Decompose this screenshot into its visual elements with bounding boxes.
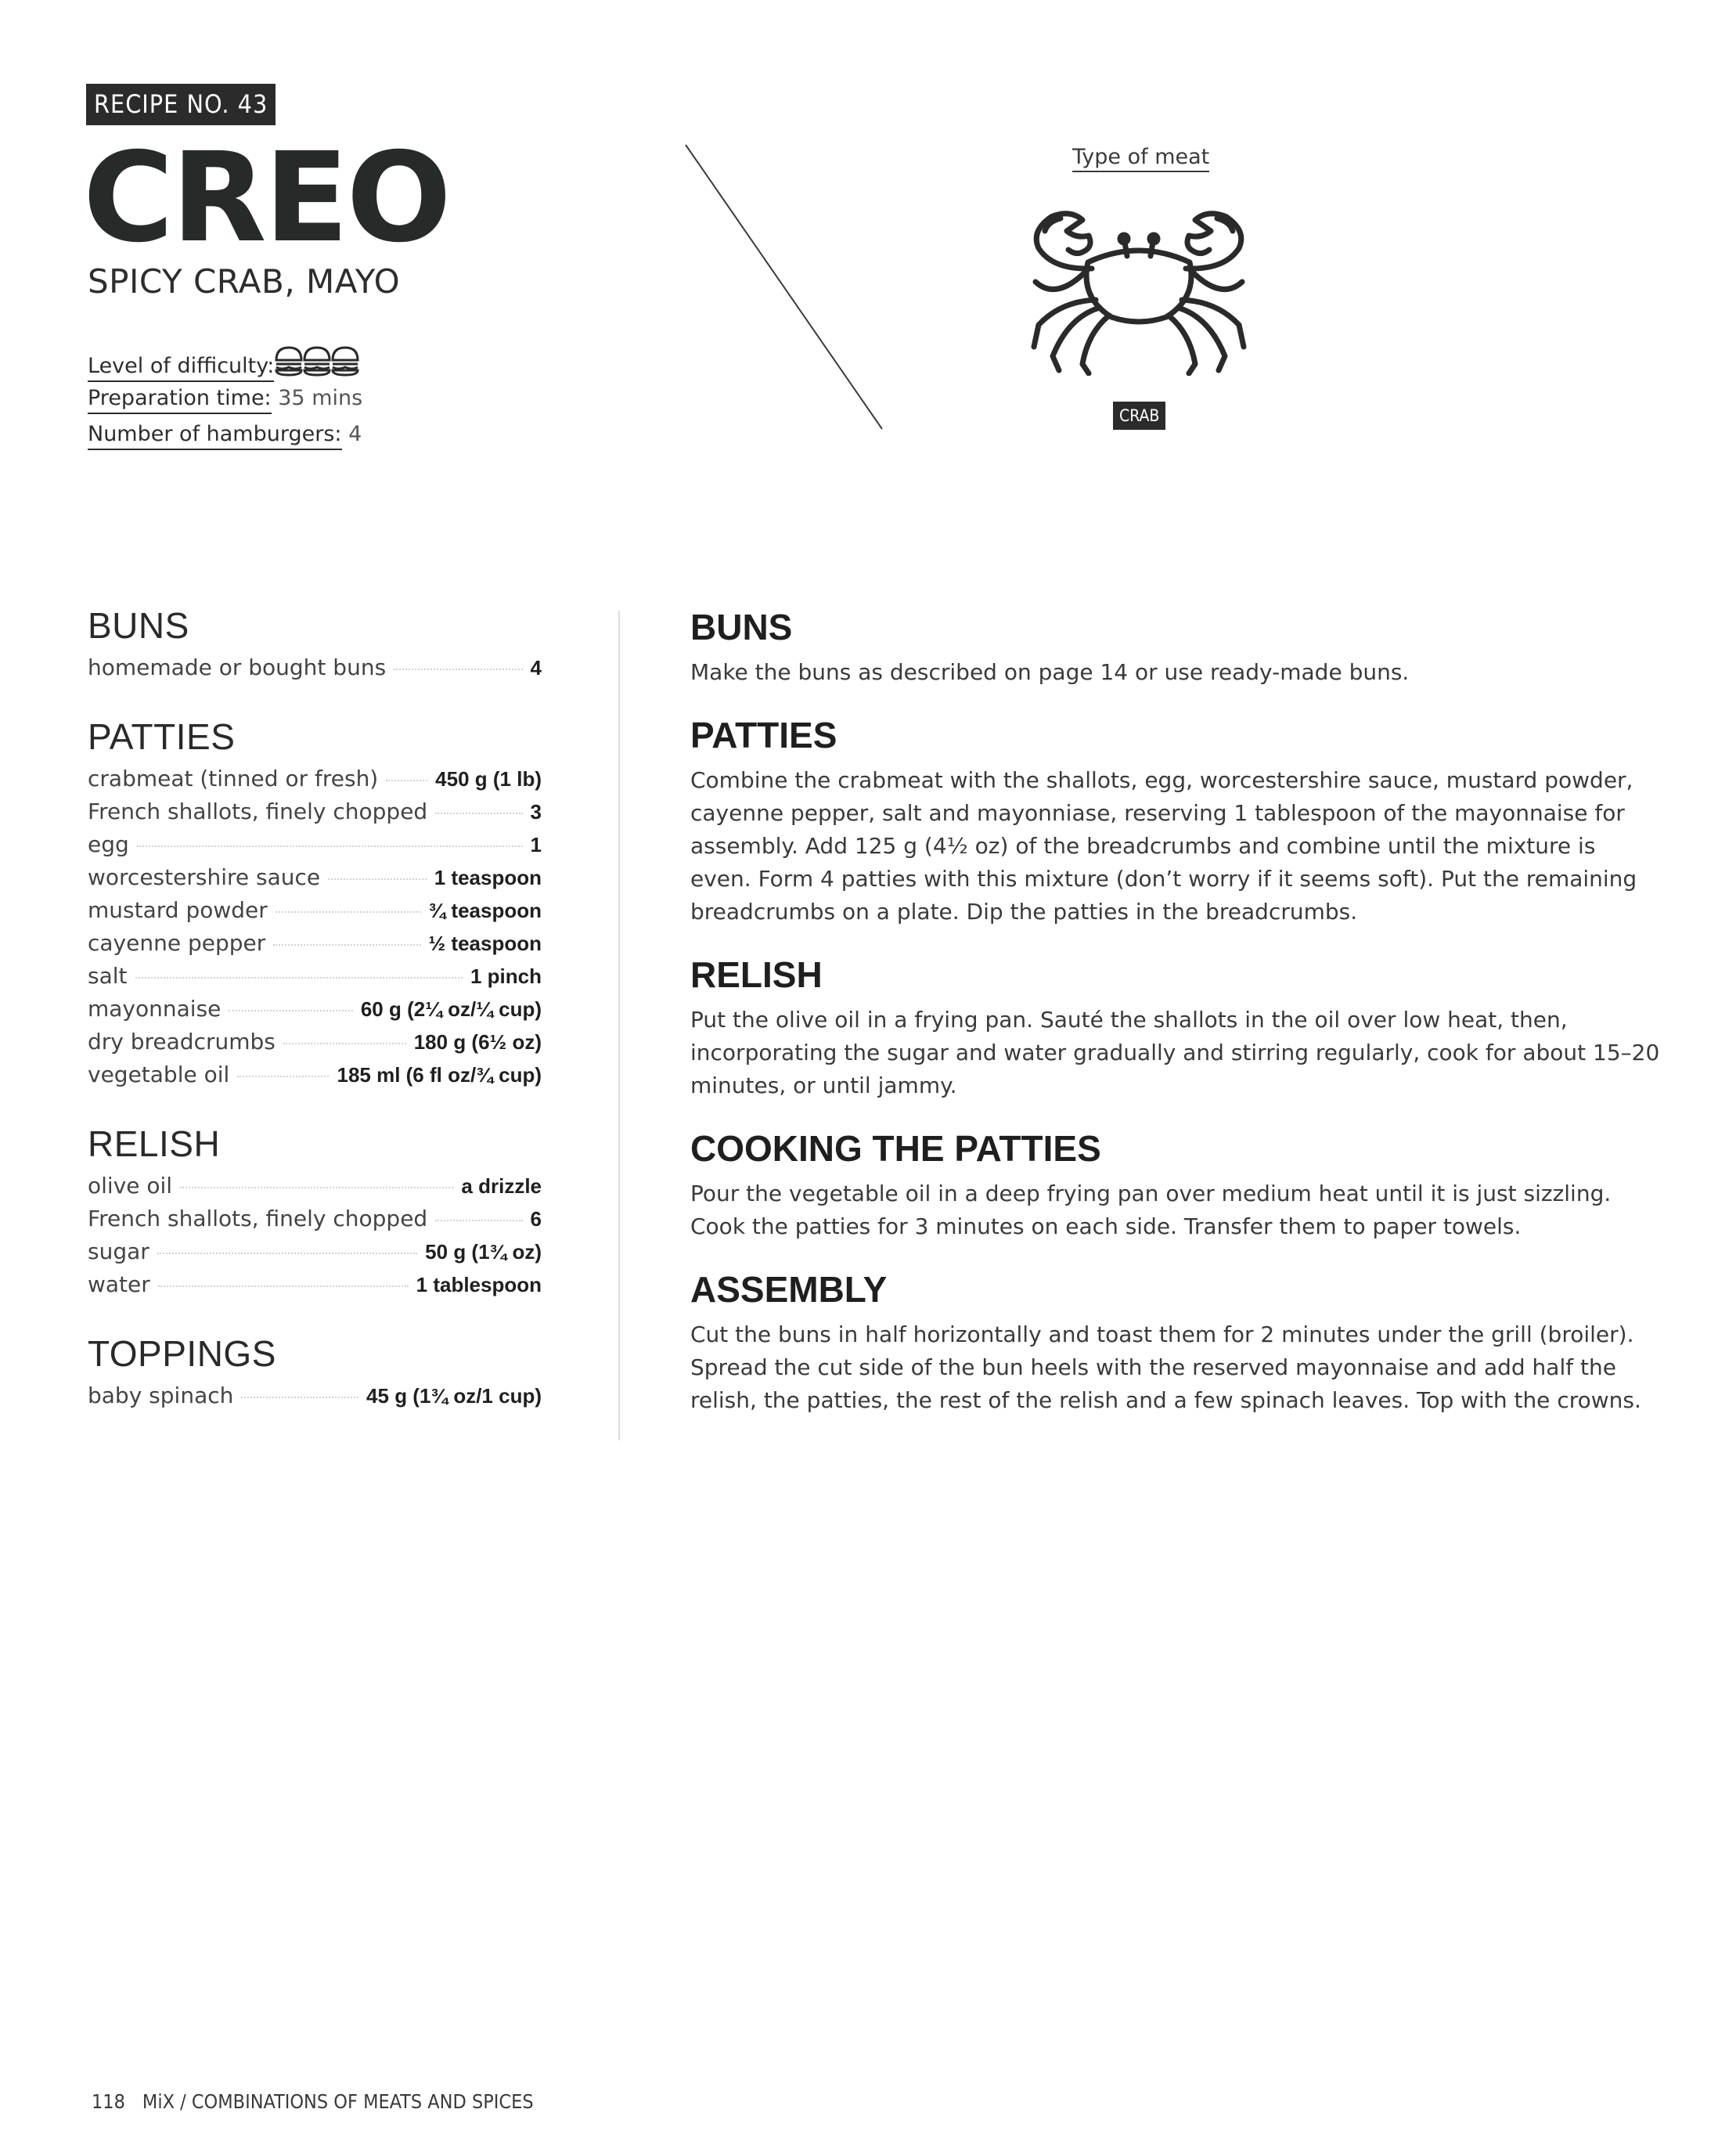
dot-leader (276, 911, 421, 913)
method-step (690, 1267, 1661, 1417)
dot-leader (180, 1187, 453, 1188)
ingredient-quantity: a drizzle (461, 1174, 542, 1198)
ingredient-name: French shallots, finely chopped (88, 799, 428, 824)
method-step-text: Make the buns as described on page 14 or use ready-made buns. (690, 659, 1410, 685)
ingredient-name: crabmeat (tinned or fresh) (88, 766, 379, 791)
ingredient-quantity: 185 ml (6 fl oz/¾ cup) (337, 1063, 542, 1087)
ingredient-row (88, 766, 542, 799)
ingredient-section-heading: TOPPINGS (88, 1333, 276, 1374)
crab-icon (1021, 207, 1256, 380)
method-step (690, 952, 1661, 1102)
page-number: 118 (92, 2090, 125, 2113)
meat-type-badge: CRAB (1113, 402, 1165, 430)
dot-leader (394, 669, 522, 670)
ingredient-row (88, 864, 542, 897)
ingredient-quantity: ½ teaspoon (428, 932, 542, 955)
meat-type-label: Type of meat (1072, 145, 1209, 172)
dot-leader (137, 845, 523, 847)
dot-leader (157, 1253, 417, 1254)
method-step (690, 604, 1661, 689)
recipe-title: CREO (83, 126, 449, 270)
method-step-text: Cut the buns in half horizontally and toast them for 2 minutes under the grill (broiler). Spread the cut side of the bun heels with the reserved mayonnaise and add half the relish, the patties, the rest of the relish and a few spinach leaves. Top with the crowns. (690, 1321, 1641, 1413)
ingredient-name: olive oil (88, 1173, 173, 1199)
prep-time-value: 35 mins (278, 386, 363, 410)
ingredient-name: homemade or bought buns (88, 654, 387, 680)
method-step-heading: BUNS (690, 607, 793, 647)
method-step (690, 712, 1661, 928)
ingredient-quantity: 60 g (2¼ oz/¼ cup) (360, 997, 542, 1021)
ingredient-quantity: 1 (530, 833, 542, 856)
ingredient-section-heading: BUNS (88, 605, 189, 646)
ingredient-row (88, 1029, 542, 1062)
dot-leader (273, 944, 420, 946)
ingredient-quantity: 6 (530, 1207, 542, 1231)
method-column (690, 604, 1661, 1440)
ingredient-row (88, 1271, 542, 1304)
ingredient-row (88, 897, 542, 930)
ingredient-row (88, 1173, 542, 1206)
method-step-heading: COOKING THE PATTIES (690, 1128, 1101, 1169)
burgers-label: Number of hamburgers: (88, 422, 342, 450)
dot-leader (435, 813, 522, 814)
page-footer (92, 2090, 534, 2113)
ingredient-name: vegetable oil (88, 1062, 230, 1087)
ingredient-quantity: 1 teaspoon (434, 866, 542, 889)
prep-time-label: Preparation time: (88, 386, 272, 414)
ingredient-quantity: 3 (530, 800, 542, 824)
ingredient-quantity: ¾ teaspoon (428, 899, 542, 922)
ingredient-section-heading: PATTIES (88, 716, 236, 757)
burgers-value: 4 (348, 422, 362, 446)
ingredient-name: sugar (88, 1238, 149, 1264)
ingredient-row (88, 963, 542, 996)
burger-icon (302, 344, 332, 377)
dot-leader (328, 878, 427, 880)
recipe-number-tag: RECIPE NO. 43 (86, 84, 276, 125)
dot-leader (237, 1076, 329, 1077)
ingredient-row (88, 831, 542, 864)
ingredient-name: worcestershire sauce (88, 864, 321, 890)
ingredient-section (88, 603, 542, 687)
ingredient-row (88, 799, 542, 831)
ingredient-name: baby spinach (88, 1383, 234, 1408)
dot-leader (158, 1285, 409, 1287)
ingredient-quantity: 45 g (1¾ oz/1 cup) (366, 1384, 542, 1408)
ingredient-row (88, 1383, 542, 1415)
ingredient-quantity: 450 g (1 lb) (435, 767, 542, 791)
ingredient-row (88, 996, 542, 1029)
diagonal-divider (681, 141, 884, 438)
ingredient-quantity: 1 tablespoon (416, 1273, 542, 1296)
difficulty-rating (276, 344, 360, 383)
ingredient-row (88, 1062, 542, 1094)
ingredient-row (88, 930, 542, 963)
ingredient-name: egg (88, 831, 129, 857)
column-divider (618, 611, 620, 1440)
ingredient-name: mustard powder (88, 897, 268, 923)
section-title: MiX / COMBINATIONS OF MEATS AND SPICES (142, 2090, 534, 2113)
method-step (690, 1126, 1661, 1243)
burger-icon (330, 344, 360, 377)
ingredient-name: salt (88, 963, 128, 989)
ingredient-quantity: 4 (530, 656, 542, 680)
ingredient-section (88, 1121, 542, 1304)
ingredient-row (88, 1206, 542, 1238)
method-step-text: Put the olive oil in a frying pan. Sauté the shallots in the oil over low heat, then, incorporating the sugar and water gradually and stirring regularly, cook for about 15–20 minutes, or until jammy. (690, 1007, 1660, 1098)
method-step-heading: PATTIES (690, 715, 837, 755)
method-step-text: Combine the crabmeat with the shallots, egg, worcestershire sauce, mustard powder, cayenne pepper, salt and mayonniase, reserving 1 tablespoon of the mayonnaise for assembly. Add 125 g (4½ oz) of the breadcrumbs and combine until the mixture is even. Form 4 patties with this mixture (don’t worry if it seems soft). Put the remaining breadcrumbs on a plate. Dip the patties in the breadcrumbs. (690, 767, 1637, 925)
dot-leader (283, 1043, 406, 1044)
method-step-heading: RELISH (690, 954, 823, 995)
difficulty-line (88, 344, 360, 383)
ingredient-section (88, 714, 542, 1094)
ingredient-name: French shallots, finely chopped (88, 1206, 428, 1231)
burgers-line (88, 422, 362, 446)
ingredients-column (88, 603, 542, 1442)
ingredient-name: water (88, 1271, 150, 1297)
dot-leader (229, 1010, 352, 1011)
ingredient-row (88, 654, 542, 687)
prep-time-line (88, 386, 362, 410)
dot-leader (135, 977, 463, 979)
method-step-heading: ASSEMBLY (690, 1269, 888, 1310)
method-step-text: Pour the vegetable oil in a deep frying pan over medium heat until it is just sizzling. Cook the patties for 3 minutes on each side. Transfer them to paper towels. (690, 1181, 1612, 1239)
ingredient-quantity: 180 g (6½ oz) (413, 1030, 542, 1054)
ingredient-name: dry breadcrumbs (88, 1029, 276, 1055)
dot-leader (241, 1397, 358, 1398)
ingredient-quantity: 50 g (1¾ oz) (425, 1240, 542, 1264)
dot-leader (435, 1220, 522, 1221)
ingredient-name: cayenne pepper (88, 930, 266, 956)
dot-leader (386, 780, 427, 781)
ingredient-section (88, 1331, 542, 1415)
ingredient-name: mayonnaise (88, 996, 222, 1022)
difficulty-label: Level of difficulty: (88, 354, 274, 382)
recipe-subtitle: SPICY CRAB, MAYO (88, 262, 401, 301)
ingredient-row (88, 1238, 542, 1271)
ingredient-section-heading: RELISH (88, 1123, 221, 1164)
burger-icon (274, 344, 304, 377)
ingredient-quantity: 1 pinch (470, 964, 542, 988)
